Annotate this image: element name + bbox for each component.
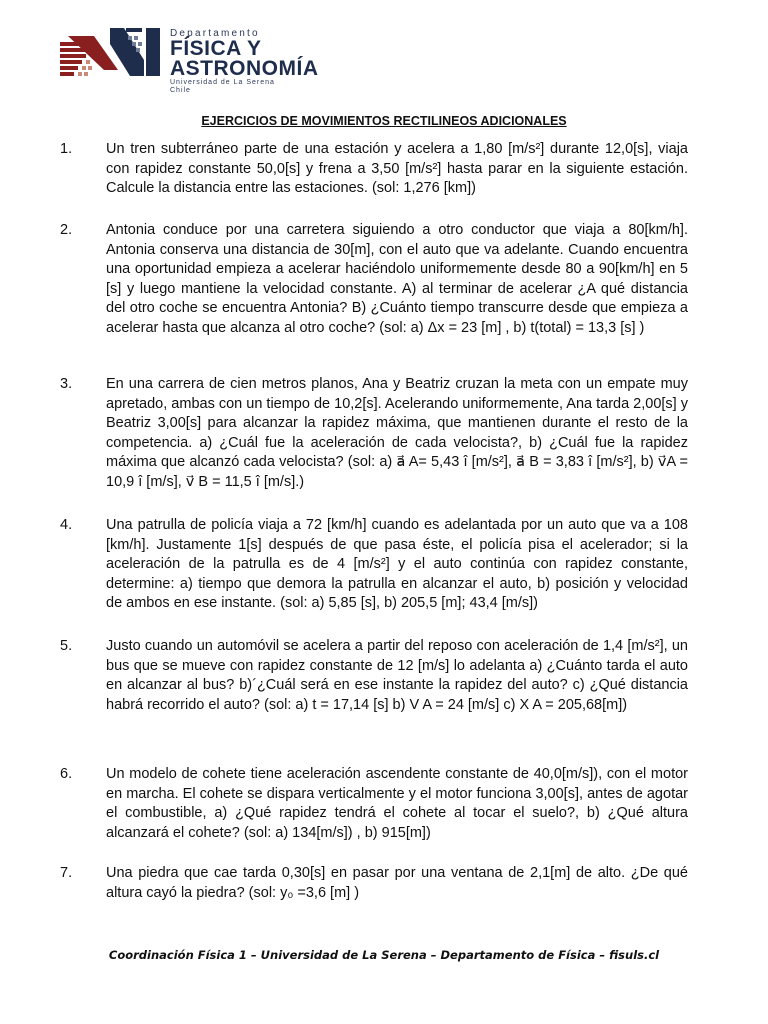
logo-university: Universidad de La Serena — [170, 79, 275, 86]
problem-text: En una carrera de cien metros planos, Ana y Beatriz cruzan la meta con un empate muy apretado, ambas con un tiempo de 10,2[s]. Acelerando uniformemente, Ana tarda 2,00[s] y Beatriz 3,00[s] para alcanzar la rapidez máxima, que mantienen durante el resto de la competencia. a) ¿Cuál fue la aceleración de cada velocista?, b) ¿Cuál fue la rapidez máxima que alcanzó cada velocista? (sol: a) a⃗ A= 5,43 î [m/s²], a⃗ B = 3,83 î [m/s²], b) v⃗A = 10,9 î [m/s], v⃗ B = 11,5 î [m/s].) — [106, 376, 688, 490]
problem-text: Una piedra que cae tarda 0,30[s] en pasar por una ventana de 2,1[m] de alto. ¿De qué altura cayó la piedra? (sol: y₀ =3,6 [m] ) — [106, 865, 688, 901]
department-logo — [58, 26, 319, 96]
problem-number: 7. — [60, 865, 73, 881]
logo-text — [170, 28, 319, 95]
page-footer: Coordinación Física 1 – Universidad de La Serena – Departamento de Física – fisuls.cl — [108, 948, 660, 962]
problem-text: Antonia conduce por una carretera siguiendo a otro conductor que viaja a 80[km/h]. Antonia conserva una distancia de 30[m], con el auto que va adelante. Cuando encuentra una oportunidad empieza a acelerar haciéndolo uniformemente desde 80 a 90[km/h] en 5 [s] y luego mantiene la velocidad constante. A) al terminar de acelerar ¿A qué distancia del otro coche se encuentra Antonia? B) ¿Cuánto tiempo transcurre desde que empieza a acelerar hasta que alcanza al otro coche? (sol: a) Δx = 23 [m] , b) t(total) = 13,3 [s] ) — [106, 222, 688, 336]
logo-astronomia: ASTRONOMÍA — [170, 57, 319, 80]
problem-text: Una patrulla de policía viaja a 72 [km/h] cuando es adelantada por un auto que va a 108 [km/h]. Justamente 1[s] después de que pasa éste, el policía pisa el acelerador; si la aceleración de la patrulla es de 4 [m/s²] y el auto continúa con rapidez constante, determine: a) tiempo que demora la patrulla en alcanzar el auto, b) posición y velocidad de ambos en ese instante. (sol: a) 5,85 [s], b) 205,5 [m]; 43,4 [m/s]) — [106, 517, 688, 611]
problem-number: 6. — [60, 766, 73, 782]
logo-fisica: FÍSICA Y — [170, 37, 262, 60]
logo-emblem-icon — [58, 26, 166, 86]
problem-number: 2. — [60, 222, 73, 238]
logo-dept-label: Departamento — [170, 28, 260, 39]
problem-text: Justo cuando un automóvil se acelera a partir del reposo con aceleración de 1,4 [m/s²], un bus que se mueve con rapidez constante de 12 [m/s] lo adelanta a) ¿Cuánto tarda el auto en alcanzar al bus? b)´¿Cuál será en ese instante la rapidez del auto? c) ¿Qué distancia habrá recorrido el auto? (sol: a) t = 17,14 [s] b) V A = 24 [m/s] c) X A = 205,68[m]) — [106, 638, 688, 713]
problem-text: Un modelo de cohete tiene aceleración ascendente constante de 40,0[m/s]), con el motor en marcha. El cohete se dispara verticalmente y el motor funciona 3,00[s], antes de agotar el combustible, a) ¿Qué rapidez tendrá el cohete al tocar el suelo?, b) ¿Qué altura alcanzará el cohete? (sol: a) 134[m/s]) , b) 915[m]) — [106, 766, 688, 841]
problem-number: 5. — [60, 638, 73, 654]
document-title: EJERCICIOS DE MOVIMIENTOS RECTILINEOS ADICIONALES — [201, 114, 567, 128]
problem-item — [60, 221, 688, 338]
problem-number: 3. — [60, 376, 73, 392]
problem-number: 1. — [60, 141, 73, 157]
problem-item — [60, 765, 688, 843]
problem-item — [60, 864, 688, 903]
problem-number: 4. — [60, 517, 73, 533]
problem-text: Un tren subterráneo parte de una estación y acelera a 1,80 [m/s²] durante 12,0[s], viaja con rapidez constante 50,0[s] y frena a 3,50 [m/s²] hasta parar en la siguiente estación. Calcule la distancia entre las estaciones. (sol: 1,276 [km]) — [106, 141, 688, 196]
problem-item — [60, 516, 688, 614]
problem-item — [60, 375, 688, 492]
problem-item — [60, 140, 688, 199]
logo-country: Chile — [170, 87, 191, 94]
problem-item — [60, 637, 688, 715]
